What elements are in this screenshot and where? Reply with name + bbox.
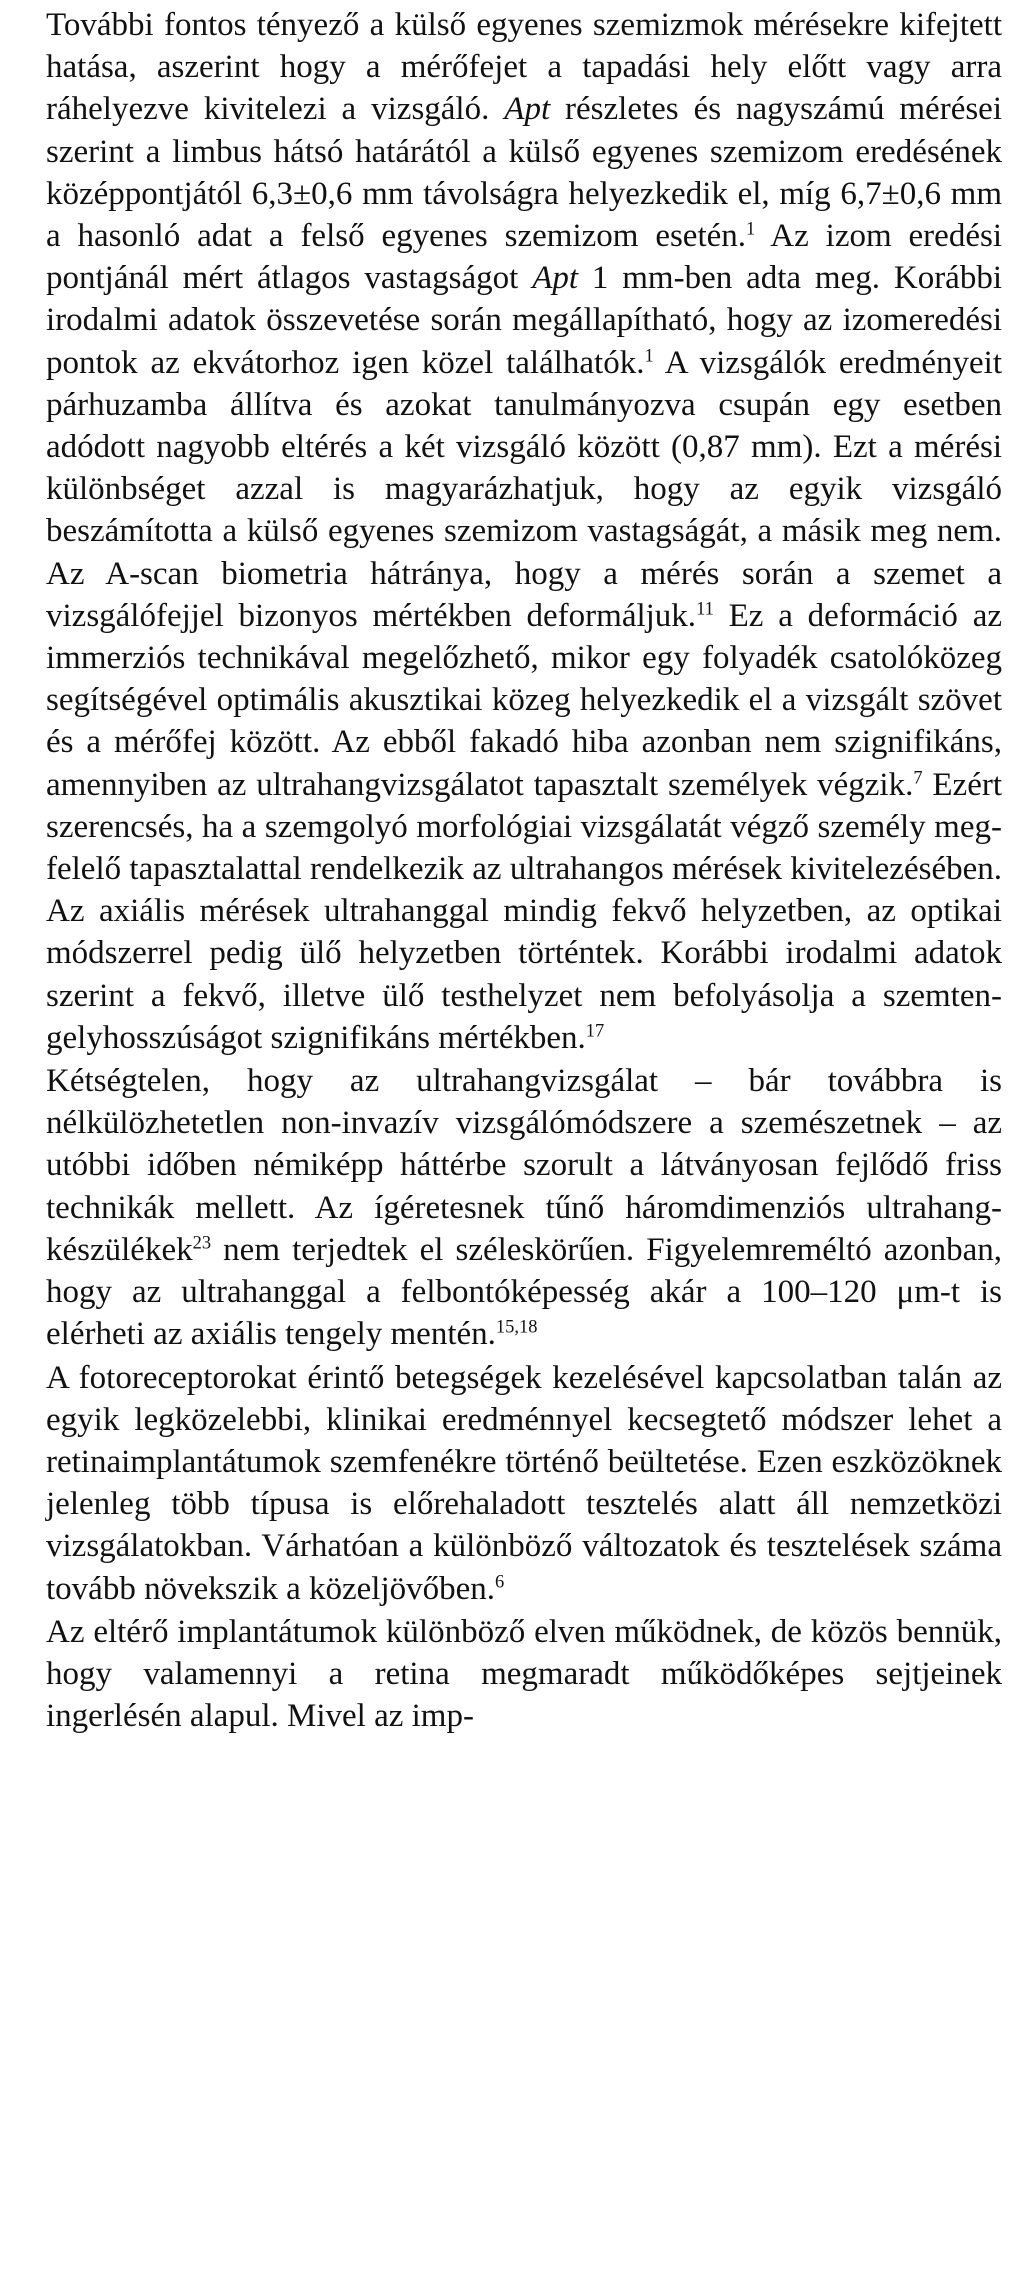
citation-reference: 7: [913, 767, 923, 788]
body-paragraph-3: [46, 1357, 1002, 1610]
text-run: A fotoreceptorokat érintő betegségek kezelésével kapcsolatban talán az egyik legközelebbi, klinikai eredménnyel kecsegtető módszer lehet a retinaimplantátumok szemfenékre történő beültetése. Ezen eszközöknek jelenleg több típusa is előrehaladott tesztelés alatt áll nemzetközi vizsgálatokban. Várhatóan a különböző változatok és tesztelések száma tovább növekszik a közeljövőben.: [46, 1359, 1002, 1607]
citation-reference: 11: [696, 598, 714, 619]
text-run: 1 mm-ben adta meg. Korábbi irodalmi adatok összevetése során megállapítható, hogy az izomeredési pontok az ekvátorhoz igen közel találhatók.: [46, 260, 1002, 381]
text-column: [46, 4, 1002, 1737]
citation-reference: 1: [644, 345, 654, 366]
text-run: Kétségtelen, hogy az ultrahangvizsgálat – bár továbbra is nélkülözhetetlen non-invazív vizsgálómódszere a szemészetnek – az utóbbi időben némiképp háttérbe szorult a látványosan fejlődő friss technikák mellett. Az ígéretesnek tűnő háromdimenziós ultrahang-készülékek: [46, 1063, 1002, 1268]
author-name: Apt: [504, 91, 551, 128]
author-name: Apt: [532, 260, 579, 297]
citation-reference: 17: [585, 1020, 605, 1041]
citation-reference: 1: [746, 218, 756, 239]
text-run: Ezért szerencsés, ha a szemgolyó morfológiai vizsgálatát végző személy megfelelő tapasztalattal rendelkezik az ultrahangos mérések kivitelezésében. Az axiális mérések ultrahanggal mindig fekvő helyzetben, az optikai módszerrel pedig ülő helyzetben történtek. Korábbi irodalmi adatok szerint a fekvő, illetve ülő testhelyzet nem befolyásolja a szemtengelyhosszúságot szignifikáns mértékben.: [46, 766, 1003, 1056]
citation-reference: 23: [192, 1232, 212, 1253]
body-paragraph-2: [46, 1060, 1002, 1355]
text-run: részletes és nagyszámú mérései szerint a limbus hátsó határától a külső egyenes szemizom eredésének középpontjától 6,3±0,6 mm távolságra helyezkedik el, míg 6,7±0,6 mm a hasonló adat a felső egyenes szemizom esetén.: [46, 91, 1002, 255]
body-paragraph-1: [46, 4, 1002, 1059]
body-paragraph-4: [46, 1611, 1002, 1738]
text-run: nem terjedtek el széleskörűen. Figyelemreméltó azonban, hogy az ultrahanggal a felbontóképesség akár a 100–120 μm-t is elérheti az axiális tengely mentén.: [46, 1231, 1002, 1353]
citation-reference: 15,18: [495, 1316, 538, 1337]
citation-reference: 6: [495, 1571, 505, 1592]
text-run: Az eltérő implantátumok különböző elven működnek, de közös bennük, hogy valamennyi a retina megmaradt működőképes sejtjeinek ingerlésén alapul. Mivel az imp-: [46, 1613, 1002, 1735]
text-run: Ez a deformáció az immerziós technikával megelőzhető, mikor egy folyadék csatolóközeg segítségével optimális akusztikai közeg helyezkedik el a vizsgált szövet és a mérőfej között. Az ebből fakadó hiba azonban nem szignifikáns, amennyiben az ultrahangvizsgálatot tapasztalt személyek végzik.: [46, 597, 1002, 803]
text-run: Az izom eredési pontjánál mért átlagos vastagságot: [46, 218, 1002, 297]
text-run: További fontos tényező a külső egyenes szemizmok mérésekre kifejtett hatása, aszerint hogy a mérőfejet a tapadási hely előtt vagy arra ráhelyezve kivitelezi a vizsgáló.: [46, 7, 1002, 128]
text-run: A vizsgálók eredményeit párhuzamba állítva és azokat tanulmányozva csupán egy esetben adódott nagyobb eltérés a két vizsgáló között (0,87 mm). Ezt a mérési különbséget azzal is magyarázhatjuk, hogy az egyik vizsgáló beszámította a külső egyenes szemizom vastagságát, a másik meg nem. Az A-scan biometria hátránya, hogy a mérés során a szemet a vizsgálófejjel bizonyos mértékben deformáljuk.: [46, 344, 1002, 634]
